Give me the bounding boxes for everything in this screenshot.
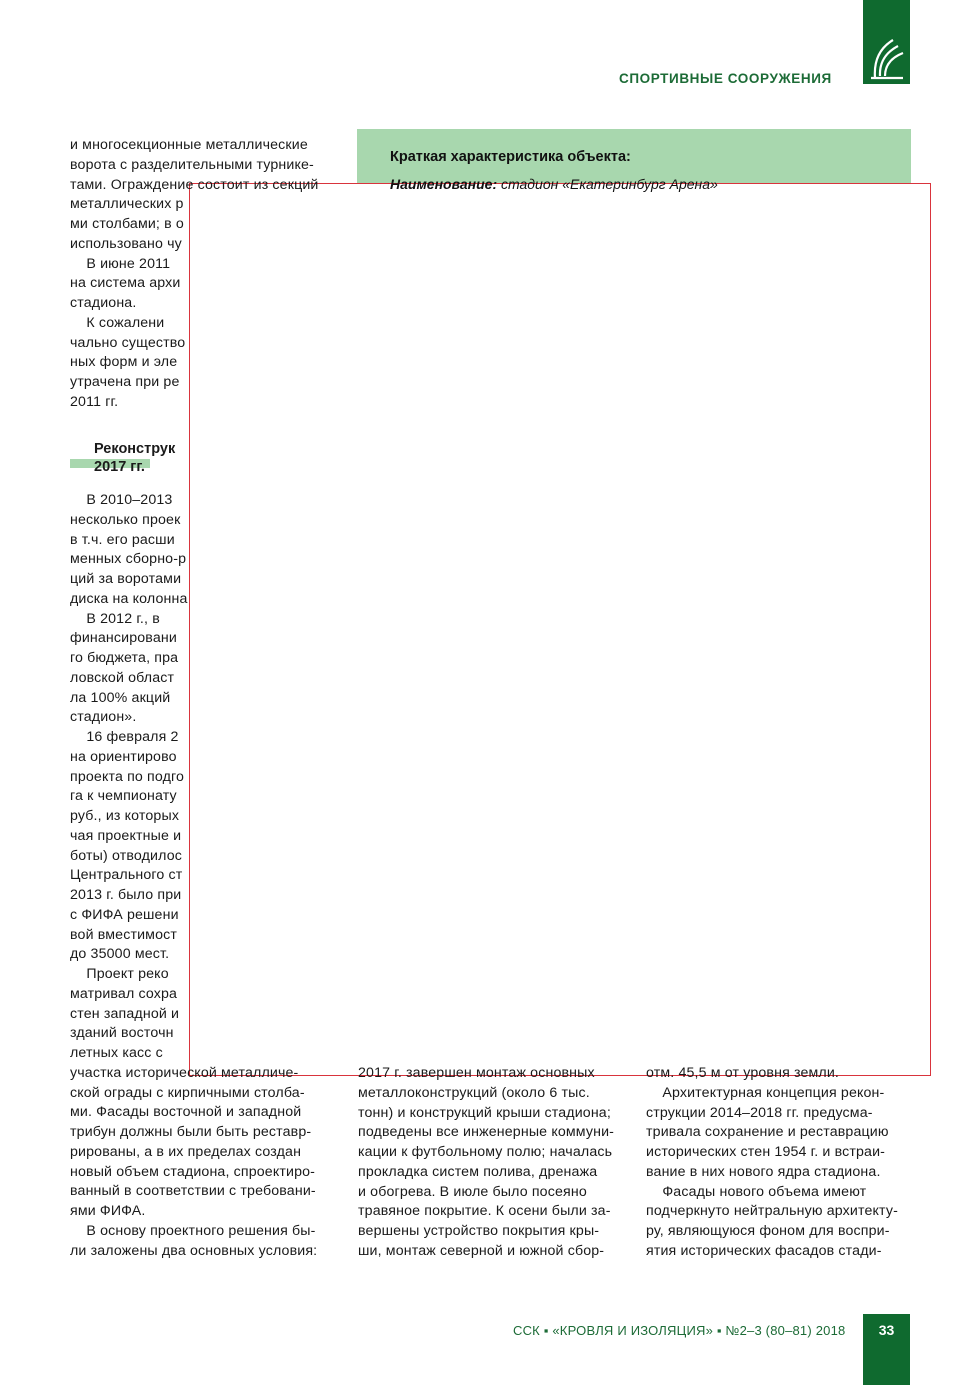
text-line: 16 февраля 2	[70, 729, 179, 745]
text-line: подчеркнуто нейтральную архитекту-	[646, 1203, 898, 1220]
text-line: вершены устройство покрытия кры-	[358, 1223, 600, 1239]
info-box-title: Краткая характеристика объекта:	[390, 149, 631, 165]
text-line: на система архи	[70, 275, 181, 292]
text-line: участка исторической металличе-	[70, 1064, 299, 1081]
section-title: СПОРТИВНЫЕ СООРУЖЕНИЯ	[619, 71, 832, 86]
text-line: стадиона.	[70, 295, 137, 311]
text-line: Архитектурная концепция рекон-	[646, 1084, 885, 1101]
text-line: металлических р	[70, 196, 184, 213]
text-line: боты) отводилос	[70, 847, 182, 864]
redaction-overlay-box	[189, 183, 931, 1076]
text-line: и многосекционные металлические	[70, 137, 308, 153]
text-line: тами. Ограждение состоит из секций	[70, 176, 319, 193]
text-line: подведены все инженерные коммуни-	[358, 1124, 615, 1141]
text-line: К сожалени	[70, 314, 165, 331]
text-line: чально существо	[70, 334, 186, 351]
text-line: стадион».	[70, 709, 137, 726]
text-line: ловской област	[70, 669, 175, 686]
text-line: металлоконструкций (около 6 тыс.	[358, 1084, 590, 1101]
text-line: финансировани	[70, 630, 177, 647]
text-line: В основу проектного решения бы-	[70, 1222, 316, 1239]
text-line: отм. 45,5 м от уровня земли.	[646, 1065, 840, 1081]
header-tab	[863, 0, 910, 84]
text-line: рированы, а в их пределах создан	[70, 1143, 302, 1160]
text-line: ши, монтаж северной и южной сбор-	[358, 1242, 605, 1259]
text-line: ями ФИФА.	[70, 1203, 146, 1219]
text-line: тонн) и конструкций крыши стадиона;	[358, 1104, 611, 1121]
text-line: матривал сохра	[70, 985, 178, 1002]
text-line: ми. Фасады восточной и западной	[70, 1104, 302, 1121]
text-line: В 2012 г., в	[70, 610, 160, 627]
text-line: и обогрева. В июле было посеяно	[358, 1183, 587, 1200]
info-box-name	[390, 176, 718, 192]
page-number: 33	[863, 1314, 910, 1385]
text-line: го бюджета, пра	[70, 650, 179, 666]
text-line: 2013 г. было при	[70, 887, 182, 903]
text-line: стен западной и	[70, 1005, 180, 1022]
text-line: ных форм и эле	[70, 354, 178, 371]
text-line: 2017 г. завершен монтаж основных	[358, 1065, 595, 1081]
text-line: прокладка систем полива, дренажа	[358, 1163, 598, 1180]
text-line: тривала сохранение и реставрацию	[646, 1124, 889, 1141]
text-line: ятия исторических фасадов стади-	[646, 1242, 882, 1259]
text-line: Центрального ст	[70, 867, 183, 884]
text-line: ций за воротами	[70, 571, 182, 587]
text-line: несколько проек	[70, 511, 181, 528]
text-line: ской ограды с кирпичными столба-	[70, 1084, 305, 1101]
text-line: менных сборно-р	[70, 551, 187, 568]
text-line: ванный в соответствии с требовани-	[70, 1183, 316, 1200]
text-line: 2011 гг.	[70, 393, 119, 410]
text-line: руб., из которых	[70, 808, 180, 824]
section-heading	[94, 440, 175, 476]
text-line: Проект реко	[70, 966, 169, 982]
text-line: ру, являющуюся фоном для воспри-	[646, 1223, 890, 1239]
name-value: стадион «Екатеринбург Арена»	[501, 176, 718, 192]
text-line: диска на колонна	[70, 590, 188, 607]
text-line: ворота с разделительными турнике-	[70, 156, 314, 173]
text-line: Фасады нового объема имеют	[646, 1183, 867, 1200]
text-line: травяное покрытие. К осени были за-	[358, 1203, 611, 1220]
text-line: до 35000 мест.	[70, 946, 170, 963]
text-line: летных касс с	[70, 1045, 163, 1061]
text-line: В 2010–2013	[70, 492, 173, 508]
text-line: на ориентирово	[70, 748, 177, 765]
name-label: Наименование:	[390, 176, 498, 192]
text-line: кации к футбольному полю; началась	[358, 1144, 613, 1160]
text-line: с ФИФА решени	[70, 906, 179, 923]
heading-line: Реконструк	[94, 441, 176, 457]
text-line: в т.ч. его расши	[70, 531, 175, 548]
text-line: зданий восточн	[70, 1025, 174, 1042]
text-line: новый объем стадиона, спроектиро-	[70, 1163, 316, 1180]
text-line: использовано чу	[70, 235, 182, 252]
text-line: трибун должны были быть реставр-	[70, 1124, 312, 1140]
text-line: утрачена при ре	[70, 374, 180, 390]
text-line: В июне 2011	[70, 255, 171, 272]
text-line: ми столбами; в о	[70, 216, 184, 232]
text-line: чая проектные и	[70, 827, 182, 844]
text-line: га к чемпионату	[70, 788, 177, 805]
text-line: ли заложены два основных условия:	[70, 1242, 318, 1259]
text-line: ла 100% акций	[70, 689, 171, 706]
text-line: вой вместимост	[70, 926, 178, 943]
stadium-arcs-logo-icon	[863, 0, 910, 84]
text-line: струкции 2014–2018 гг. предусма-	[646, 1104, 873, 1121]
heading-line: 2017 гг.	[94, 459, 145, 475]
text-line: проекта по подго	[70, 768, 185, 785]
text-line: исторических стен 1954 г. и встраи-	[646, 1144, 886, 1160]
footer-journal-info: ССК ▪ «КРОВЛЯ И ИЗОЛЯЦИЯ» ▪ №2–3 (80–81) 2018	[513, 1323, 846, 1338]
text-line: вание в них нового ядра стадиона.	[646, 1163, 881, 1180]
